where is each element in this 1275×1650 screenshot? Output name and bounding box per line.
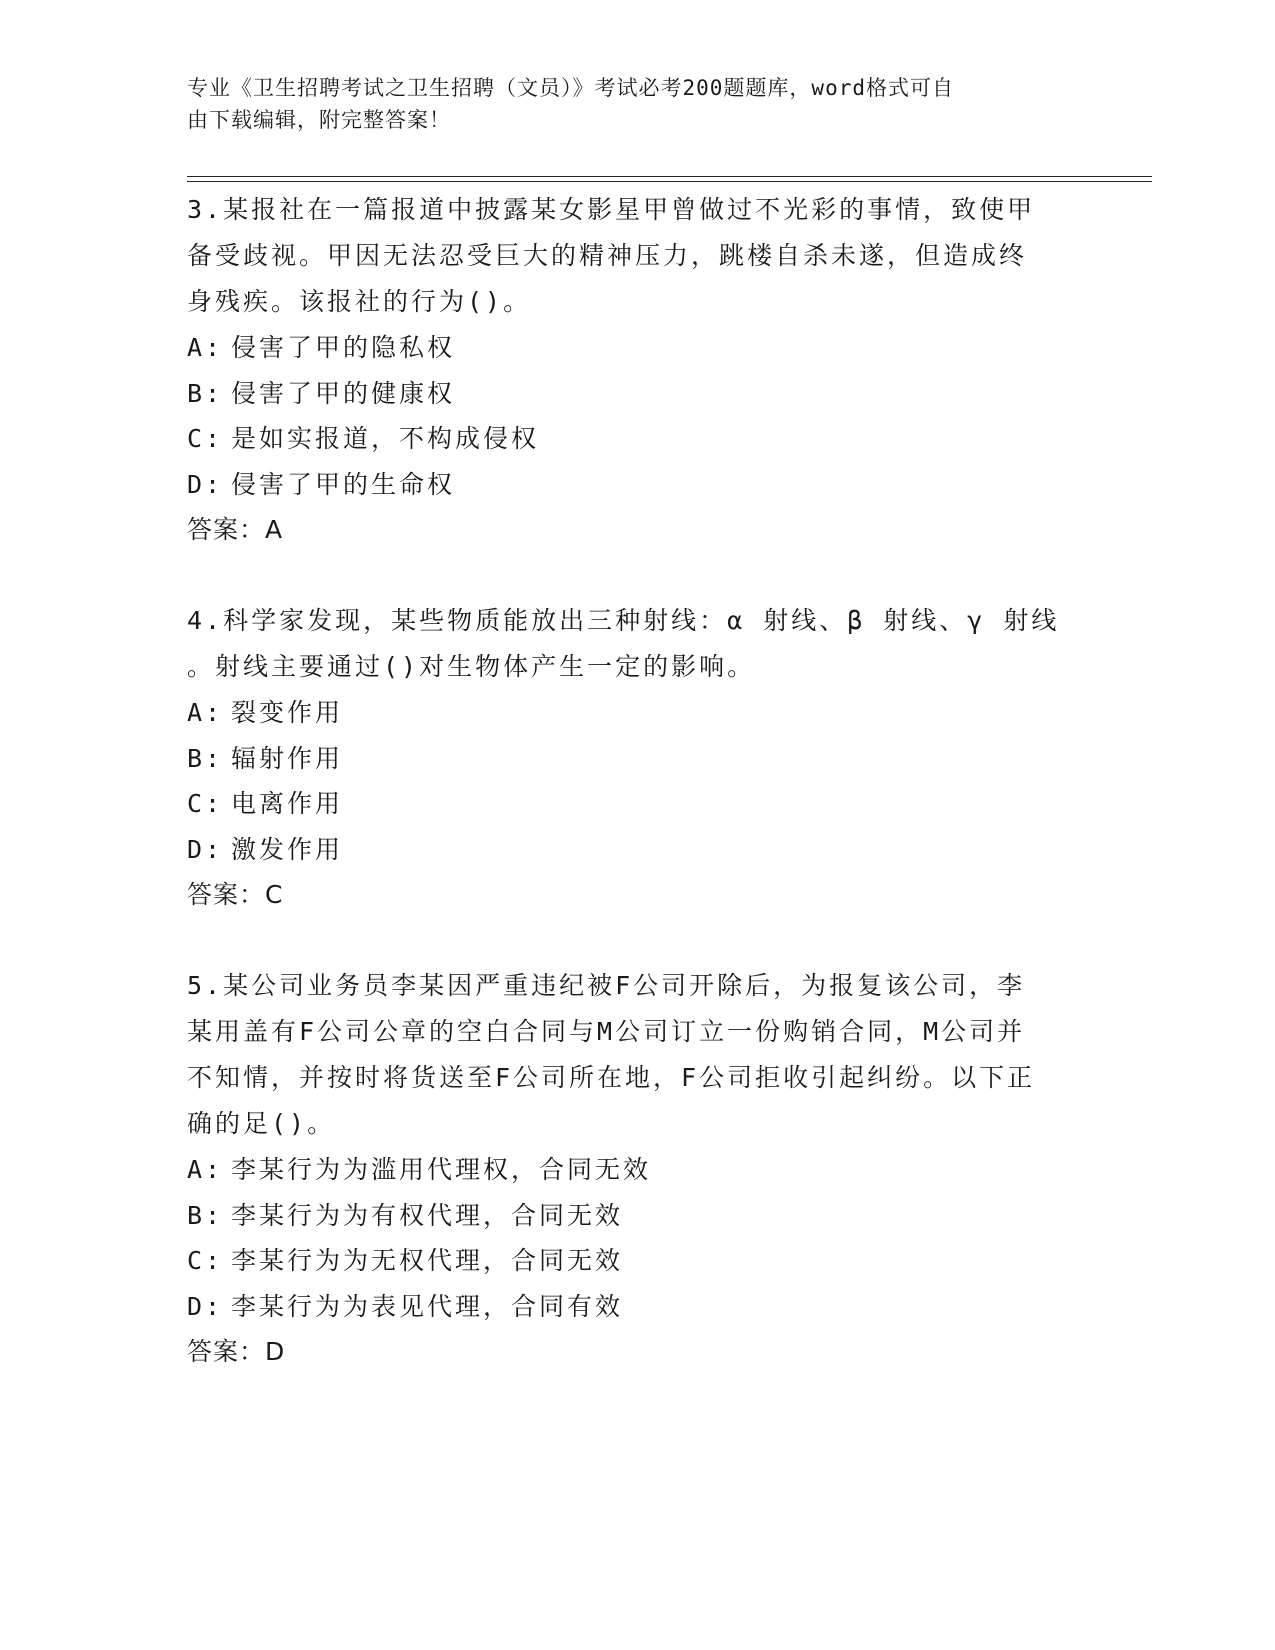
- option-letter: D:: [187, 834, 224, 864]
- question-line: 身残疾。该报社的行为()。: [187, 287, 532, 316]
- option-text: 电离作用: [231, 789, 344, 818]
- header-line: 由下载编辑，附完整答案！: [187, 108, 451, 132]
- option-text: 辐射作用: [231, 743, 344, 773]
- option-text: 侵害了甲的隐私权: [231, 333, 456, 362]
- option-d: [187, 1284, 1087, 1330]
- option-text: 裂变作用: [231, 698, 344, 727]
- option-text: 是如实报道，不构成侵权: [231, 424, 540, 453]
- question-block: [187, 963, 1087, 1375]
- option-text: 侵害了甲的健康权: [231, 378, 456, 408]
- option-b: [187, 736, 1087, 782]
- document-header: [187, 72, 1067, 136]
- question-line: 备受歧视。甲因无法忍受巨大的精神压力，跳楼自杀未遂，但造成终: [187, 241, 1028, 270]
- option-text: 李某行为为滥用代理权，合同无效: [231, 1155, 652, 1184]
- option-letter: C:: [187, 789, 224, 818]
- option-c: [187, 781, 1087, 827]
- option-letter: D:: [187, 1291, 224, 1321]
- answer-label: 答案：A: [187, 515, 284, 544]
- question-line: 不知情，并按时将货送至F公司所在地，F公司拒收引起纠纷。以下正: [187, 1063, 1036, 1092]
- question-line: 某用盖有F公司公章的空白合同与M公司订立一份购销合同，M公司并: [187, 1017, 1026, 1046]
- option-text: 激发作用: [231, 834, 344, 864]
- option-letter: D:: [187, 469, 224, 499]
- option-a: [187, 325, 1087, 371]
- option-text: 侵害了甲的生命权: [231, 469, 456, 499]
- answer-label: 答案：D: [187, 1337, 286, 1366]
- option-letter: A:: [187, 333, 224, 362]
- option-text: 李某行为为表见代理，合同有效: [231, 1291, 624, 1321]
- question-line: 5.某公司业务员李某因严重违纪被F公司开除后，为报复该公司，李: [187, 971, 1026, 1000]
- option-letter: A:: [187, 1155, 224, 1184]
- option-b: [187, 371, 1087, 417]
- option-letter: B:: [187, 743, 224, 773]
- question-block: [187, 187, 1087, 553]
- option-a: [187, 690, 1087, 736]
- header-line: 专业《卫生招聘考试之卫生招聘（文员）》考试必考200题题库，word格式可自: [187, 76, 954, 100]
- option-letter: B:: [187, 1200, 224, 1230]
- option-c: [187, 1238, 1087, 1284]
- answer-label: 答案：C: [187, 880, 284, 909]
- option-b: [187, 1193, 1087, 1239]
- option-d: [187, 827, 1087, 873]
- divider-line: [187, 181, 1152, 182]
- option-c: [187, 416, 1087, 462]
- question-line: 确的足()。: [187, 1109, 336, 1138]
- option-letter: B:: [187, 378, 224, 408]
- question-line: 4.科学家发现，某些物质能放出三种射线：α 射线、β 射线、γ 射线: [187, 606, 1060, 635]
- question-line: 3.某报社在一篇报道中披露某女影星甲曾做过不光彩的事情，致使甲: [187, 195, 1036, 224]
- option-text: 李某行为为无权代理，合同无效: [231, 1246, 624, 1275]
- option-letter: C:: [187, 424, 224, 453]
- divider-line: [187, 176, 1152, 177]
- question-line: 。射线主要通过()对生物体产生一定的影响。: [187, 652, 756, 681]
- option-letter: A:: [187, 698, 224, 727]
- option-a: [187, 1147, 1087, 1193]
- option-letter: C:: [187, 1246, 224, 1275]
- option-text: 李某行为为有权代理，合同无效: [231, 1200, 624, 1230]
- question-block: [187, 598, 1087, 918]
- option-d: [187, 462, 1087, 508]
